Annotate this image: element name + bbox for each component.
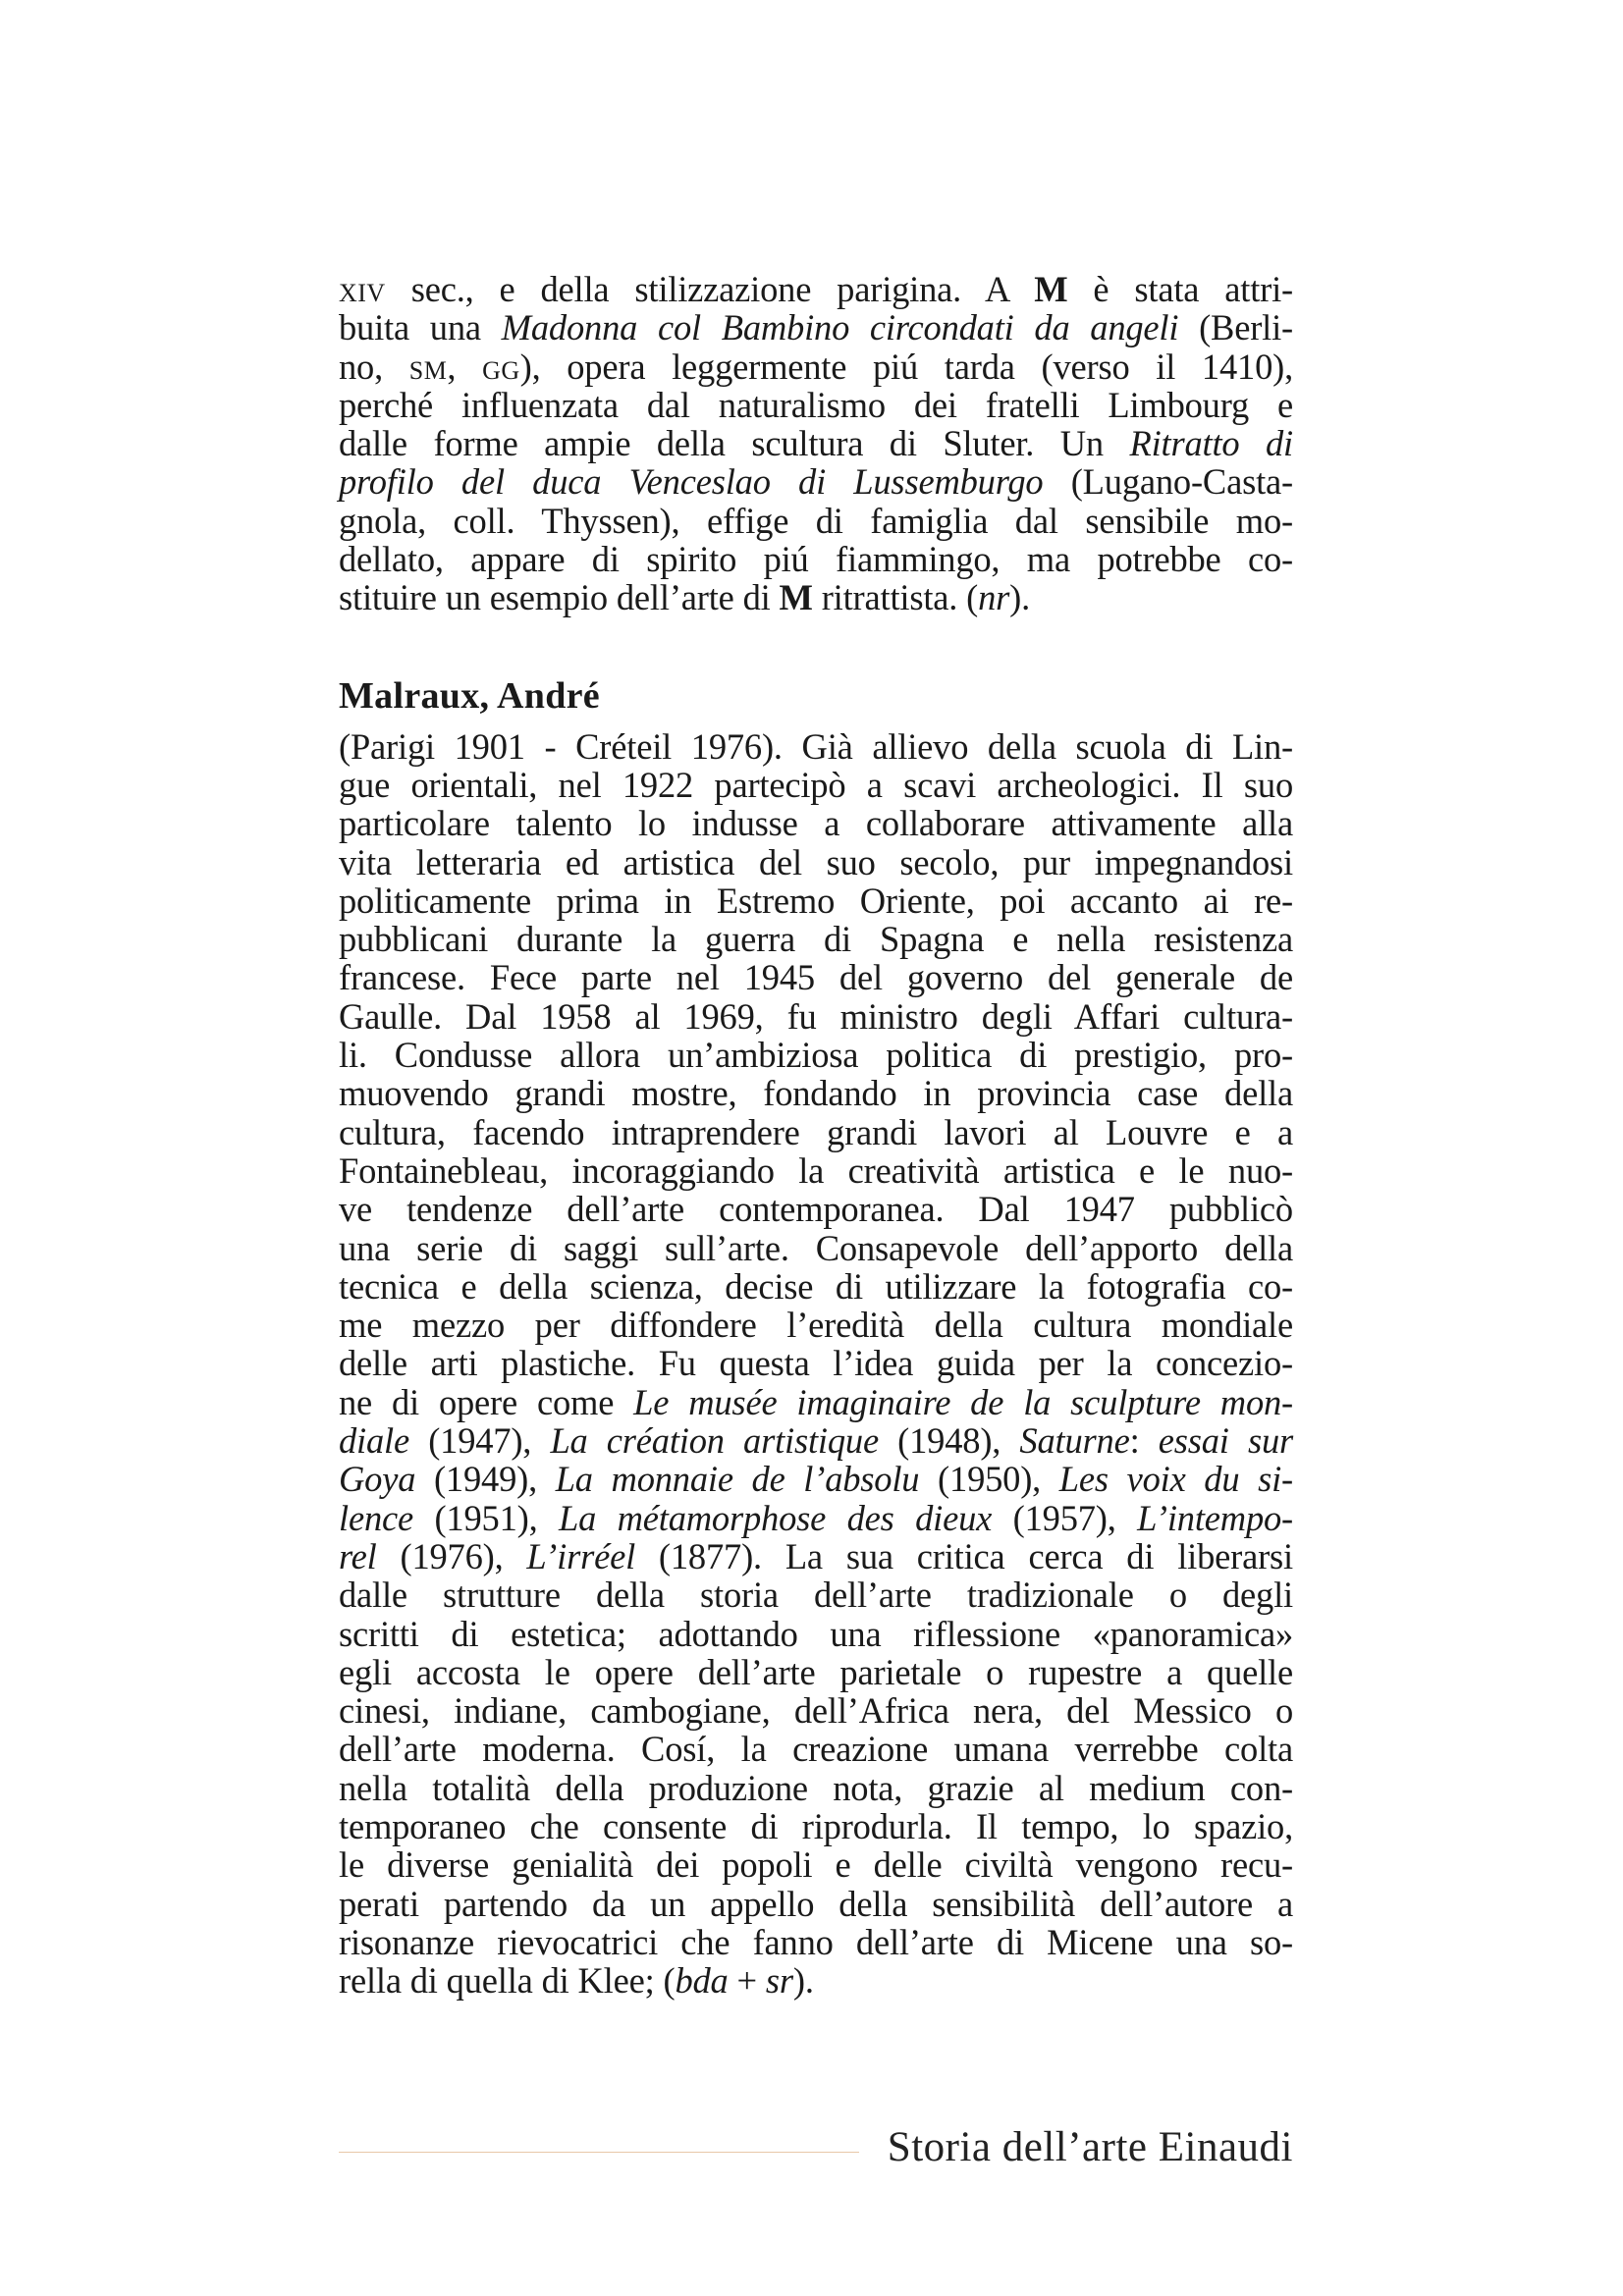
text-run: (1947), [408,1420,551,1462]
entry-heading: Malraux, André [339,674,600,717]
footer-rule [339,2152,859,2153]
text-run: temporaneo che consente di riprodurla. Il tempo, lo spazio, [339,1805,1293,1846]
text-run: li. Condusse allora un’ambiziosa politica di prestigio, pro- [339,1035,1293,1076]
italic-title: essai sur [1158,1420,1293,1462]
entry-body-line [339,766,1293,804]
text-run: (1950), [919,1459,1059,1500]
text-run: dell’arte moderna. Cosí, la creazione umana verrebbe colta [339,1729,1293,1770]
text-run: dalle forme ampie della scultura di Sluter. Un [339,423,1130,464]
text-run: vita letteraria ed artistica del suo secolo, pur impegnandosi [339,841,1293,882]
text-run: (Berli- [1178,307,1293,348]
text-run: (1976), [376,1535,527,1576]
previous-entry-paragraph [339,270,1293,617]
text-run: ). [792,1960,814,2002]
text-run: particolare talento lo indusse a collaborare attivamente alla [339,803,1293,844]
text-run: scritti di estetica; adottando una riflessione «panoramica» [339,1613,1293,1654]
italic-title: diale [339,1420,409,1462]
text-run: rella di quella di Klee; ( [339,1960,676,2002]
text-run: me mezzo per diffondere l’eredità della cultura mondiale [339,1305,1293,1346]
small-caps-text: sm [408,346,448,387]
italic-title: nr [978,577,1010,618]
text-run: no, [339,346,409,387]
previous-entry-line [339,424,1293,462]
italic-title: Madonna col Bambino circondati da angeli [501,307,1179,348]
italic-title: La métamorphose des dieux [558,1497,993,1538]
text-run: muovendo grandi mostre, fondando in provincia case della [339,1073,1293,1114]
entry-body-line [339,1691,1293,1730]
text-run: stituire un esempio dell’arte di [339,577,780,618]
entry-body-line [339,920,1293,958]
text-run: (Lugano-Casta- [1043,461,1293,503]
entry-body-line [339,1229,1293,1267]
text-run: delle arti plastiche. Fu questa l’idea guida per la concezio- [339,1343,1293,1384]
italic-title: sr [765,1960,793,2002]
entry-body-line [339,1807,1293,1845]
entry-body-line [339,1421,1293,1460]
italic-title: La monnaie de l’absolu [555,1459,920,1500]
entry-body-line [339,1074,1293,1112]
entry-body-paragraph [339,727,1293,2001]
text-run: ). [1009,577,1031,618]
entry-body-line [339,1344,1293,1382]
entry-body-line [339,804,1293,842]
italic-title: lence [339,1497,413,1538]
text-run: perché influenzata dal naturalismo dei fratelli Limbourg e [339,384,1293,425]
previous-entry-line [339,502,1293,540]
italic-title: bda [675,1960,729,2002]
previous-entry-line [339,540,1293,578]
previous-entry-line [339,347,1293,386]
entry-body-line [339,1923,1293,1961]
text-run: egli accosta le opere dell’arte parietale o rupestre a quelle [339,1651,1293,1692]
entry-body-line [339,1730,1293,1768]
text-run: pubblicani durante la guerra di Spagna e nella resistenza [339,919,1293,960]
text-run: cultura, facendo intraprendere grandi lavori al Louvre e a [339,1111,1293,1152]
entry-body-line [339,1961,1293,2000]
text-run: (1957), [992,1497,1138,1538]
text-run: è stata attri- [1067,269,1293,309]
text-run: (Parigi 1901 - Créteil 1976). Già allievo della scuola di Lin- [339,725,1293,767]
italic-title: Les voix du si- [1058,1459,1293,1500]
text-run: ve tendenze dell’arte contemporanea. Dal 1947 pubblicò [339,1189,1293,1230]
text-run: : [1129,1420,1159,1462]
previous-entry-line [339,386,1293,424]
text-run: ne di opere come [339,1381,634,1422]
entry-body-line [339,1151,1293,1190]
text-run: politicamente prima in Estremo Oriente, poi accanto ai re- [339,880,1293,921]
entry-body-line [339,1537,1293,1575]
text-run: (1949), [415,1459,556,1500]
text-run: ritrattista. ( [812,577,979,618]
small-caps-text: xiv [339,269,386,309]
text-run: gnola, coll. Thyssen), effige di famiglia dal sensibile mo- [339,500,1293,541]
text-run: (1948), [878,1420,1020,1462]
entry-body-line [339,1575,1293,1614]
footer-title: Storia dell’arte Einaudi [887,2124,1293,2170]
entry-body-line [339,843,1293,881]
entry-body-line [339,1267,1293,1306]
entry-body-line [339,1036,1293,1074]
text-run: francese. Fece parte nel 1945 del governo del generale de [339,957,1293,998]
entry-body-line [339,1306,1293,1344]
previous-entry-line [339,462,1293,501]
entry-body-line [339,1615,1293,1653]
entry-body-line [339,1460,1293,1498]
italic-title: Le musée imaginaire de la sculpture mon- [633,1381,1293,1422]
text-run: + [728,1960,766,2002]
italic-title: L’irréel [526,1535,636,1576]
entry-body-line [339,1769,1293,1807]
entry-body-line [339,1113,1293,1151]
entry-body-line [339,1190,1293,1228]
italic-title: rel [339,1535,377,1576]
text-run: , [447,346,483,387]
entry-body-line [339,958,1293,996]
text-run: tecnica e della scienza, decise di utilizzare la fotografia co- [339,1265,1293,1307]
text-run: Gaulle. Dal 1958 al 1969, fu ministro degli Affari cultura- [339,995,1293,1037]
text-run: le diverse genialità dei popoli e delle civiltà vengono recu- [339,1844,1293,1886]
italic-title: Goya [339,1459,416,1500]
text-run: perati partendo da un appello della sensibilità dell’autore a [339,1883,1293,1924]
entry-body-line [339,727,1293,766]
text-run: dellato, appare di spirito piú fiammingo, ma potrebbe co- [339,539,1293,580]
text-run: cinesi, indiane, cambogiane, dell’Africa nera, del Messico o [339,1690,1293,1732]
entry-body-line [339,1653,1293,1691]
italic-title: La création artistique [550,1420,879,1462]
text-run: ), opera leggermente piú tarda (verso il 1410), [519,346,1293,387]
entry-body-line [339,881,1293,920]
text-run: dalle strutture della storia dell’arte tradizionale o degli [339,1575,1293,1616]
text-run: nella totalità della produzione nota, grazie al medium con- [339,1767,1293,1808]
italic-title: Ritratto di [1129,423,1293,464]
text-run: (1877). La sua critica cerca di liberarsi [635,1535,1293,1576]
italic-title: L’intempo- [1137,1497,1294,1538]
entry-body-line [339,1845,1293,1884]
entry-body-line [339,1383,1293,1421]
italic-title: profilo del duca Venceslao di Lussemburgo [339,461,1044,503]
entry-body-line [339,1499,1293,1537]
small-caps-text: gg [482,346,520,387]
entry-body-line [339,1885,1293,1923]
text-run: Fontainebleau, incoraggiando la creatività artistica e le nuo- [339,1149,1293,1191]
text-run: sec., e della stilizzazione parigina. A [385,269,1035,309]
text-run: (1951), [413,1497,559,1538]
entry-body-line [339,997,1293,1036]
text-run: buita una [339,307,502,348]
bold-abbrev: M [1034,269,1068,309]
text-run: risonanze rievocatrici che fanno dell’arte di Micene una so- [339,1921,1293,1962]
bold-abbrev: M [779,577,813,618]
previous-entry-line [339,578,1293,616]
text-run: gue orientali, nel 1922 partecipò a scavi archeologici. Il suo [339,764,1293,805]
previous-entry-line [339,270,1293,308]
text-run: una serie di saggi sull’arte. Consapevole dell’apporto della [339,1227,1293,1268]
text-column [339,270,1293,2000]
italic-title: Saturne [1019,1420,1130,1462]
previous-entry-line [339,308,1293,347]
